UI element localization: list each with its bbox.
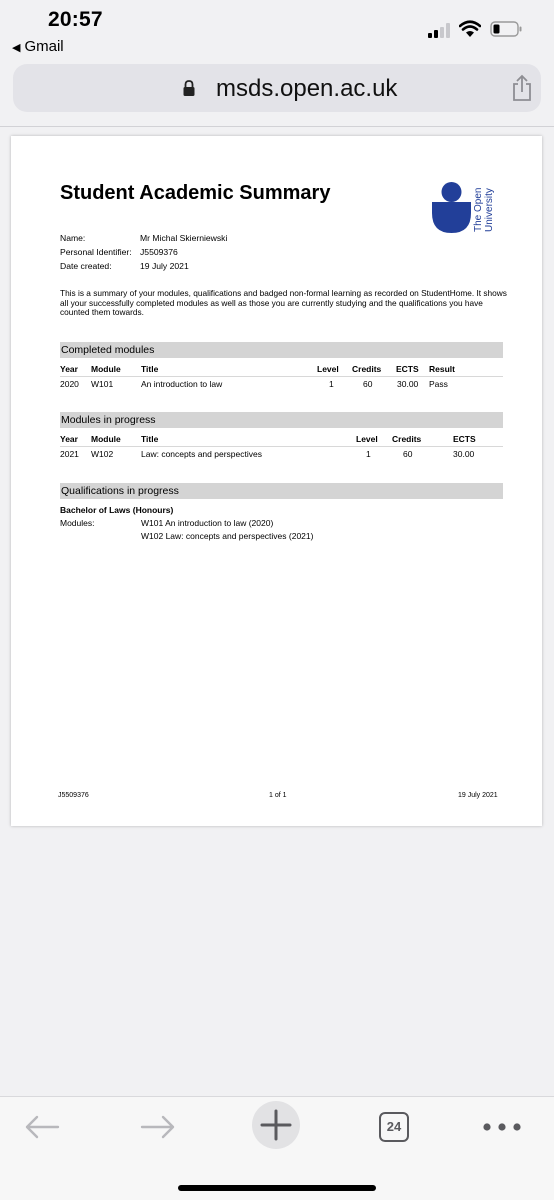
arrow-right-icon[interactable] — [140, 1115, 176, 1139]
column-header: ECTS — [396, 364, 419, 374]
info-label: Personal Identifier: — [60, 247, 132, 257]
footer-page-number: 1 of 1 — [269, 792, 287, 799]
lock-icon — [182, 79, 196, 97]
column-header: Credits — [352, 364, 382, 374]
clock: 20:57 — [48, 8, 103, 31]
completed-modules-heading: Completed modules — [60, 342, 503, 358]
qualification-name: Bachelor of Laws (Honours) — [60, 505, 174, 515]
header-rule — [60, 376, 503, 377]
logo-text-line: The Open — [473, 187, 484, 232]
logo-wordmark — [473, 186, 523, 232]
share-icon[interactable] — [510, 74, 534, 102]
footer-date: 19 July 2021 — [458, 792, 498, 799]
cell-title: An introduction to law — [141, 379, 223, 389]
back-app-label: Gmail — [24, 38, 64, 55]
column-header: Result — [429, 364, 455, 374]
back-to-app-link[interactable] — [12, 38, 64, 55]
column-header: Module — [91, 434, 121, 444]
info-label: Date created: — [60, 261, 112, 271]
triangle-left-icon: ◀ — [12, 42, 21, 54]
modules-label: Modules: — [60, 518, 95, 528]
modules-in-progress-heading: Modules in progress — [60, 412, 503, 428]
column-header: Title — [141, 434, 159, 444]
cell-year: 2021 — [60, 449, 79, 459]
logo-text-line: University — [484, 188, 495, 232]
cell-ects: 30.00 — [453, 449, 475, 459]
column-header: ECTS — [453, 434, 476, 444]
status-bar — [0, 0, 554, 60]
cell-result: Pass — [429, 379, 448, 389]
bottom-toolbar — [0, 1096, 554, 1200]
toolbar-divider — [0, 126, 554, 127]
cell-title: Law: concepts and perspectives — [141, 449, 262, 459]
column-header: Module — [91, 364, 121, 374]
qualifications-in-progress-heading: Qualifications in progress — [60, 483, 503, 499]
wifi-icon — [459, 20, 481, 38]
battery-low-icon — [490, 21, 523, 37]
home-indicator[interactable] — [178, 1185, 376, 1191]
document-title: Student Academic Summary — [60, 182, 331, 204]
cell-credits: 60 — [403, 449, 413, 459]
new-tab-button[interactable] — [252, 1101, 300, 1149]
info-label: Name: — [60, 233, 86, 243]
qualification-module: W102 Law: concepts and perspectives (2021) — [141, 531, 314, 541]
column-header: Credits — [392, 434, 422, 444]
cell-credits: 60 — [363, 379, 373, 389]
info-value: Mr Michal Skierniewski — [140, 233, 228, 243]
tab-switcher-button[interactable]: 24 — [379, 1112, 409, 1142]
more-dots-icon[interactable] — [483, 1123, 521, 1131]
qualification-module: W101 An introduction to law (2020) — [141, 518, 274, 528]
arrow-left-icon[interactable] — [24, 1115, 60, 1139]
cell-ects: 30.00 — [397, 379, 419, 389]
cell-level: 1 — [366, 449, 371, 459]
column-header: Level — [356, 434, 378, 444]
cell-level: 1 — [329, 379, 334, 389]
plus-icon — [252, 1101, 300, 1149]
url-text[interactable]: msds.open.ac.uk — [216, 75, 398, 102]
cell-module: W101 — [91, 379, 114, 389]
column-header: Year — [60, 364, 78, 374]
column-header: Title — [141, 364, 159, 374]
info-value: 19 July 2021 — [140, 261, 189, 271]
column-header: Level — [317, 364, 339, 374]
cell-module: W102 — [91, 449, 114, 459]
intro-paragraph: This is a summary of your modules, qualifications and badged non-formal learning as recorded on StudentHome. It shows all your successfully completed modules as well as those you are currently studying and the qualifications you have counted them towards. — [60, 288, 507, 318]
column-header: Year — [60, 434, 78, 444]
info-value: J5509376 — [140, 247, 178, 257]
address-bar[interactable] — [13, 64, 541, 112]
footer-identifier: J5509376 — [58, 792, 89, 799]
cellular-signal-icon — [428, 22, 452, 38]
document-page — [11, 136, 542, 826]
header-rule — [60, 446, 503, 447]
cell-year: 2020 — [60, 379, 79, 389]
